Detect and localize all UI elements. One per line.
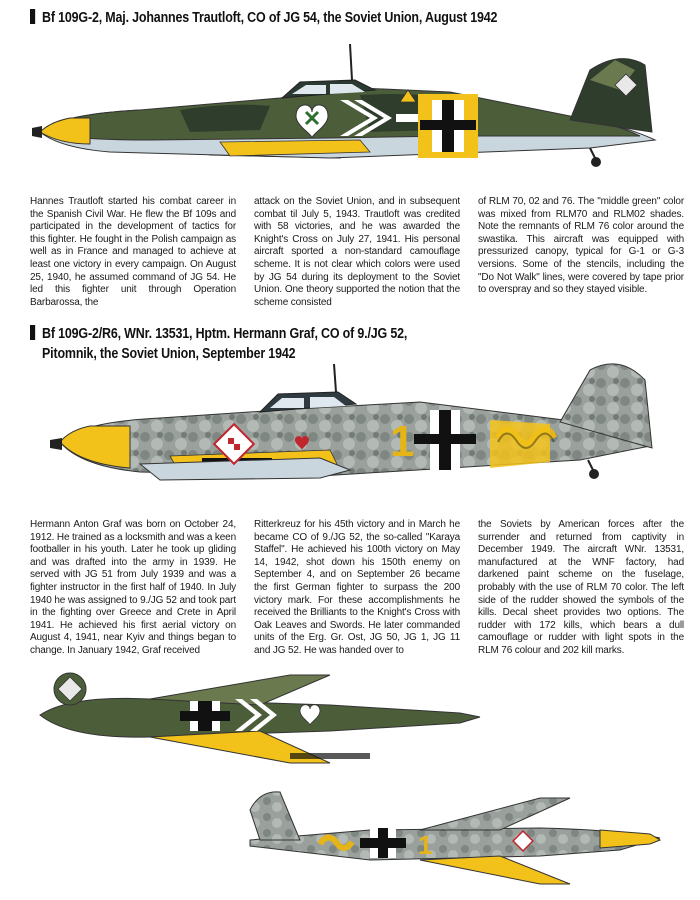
title-text: Bf 109G-2, Maj. Johannes Trautloft, CO of JG 54, the Soviet Union, August 1942: [42, 10, 498, 26]
title-marker: [30, 325, 35, 340]
graf-aircraft-profile: [20, 360, 670, 495]
section-title-trautloft: [30, 8, 497, 28]
title-marker: [30, 9, 35, 24]
graf-col-1: Hermann Anton Graf was born on October 24, 1912. He trained as a locksmith and was a keen footballer in his youth. Later he took up gliding and was drafted into the army in 1939. He served with JG 51 from July 1939 and was a fighter instructor in the first half of 1940. In July 1940 he was assigned to 9./JG 52 and took part in the fighting over Greece and Crete in April 1941. He achieved his first aerial victory on August 4, 1941, near Kyiv and things began to change. In January 1942, Graf received: [30, 519, 237, 656]
graf-top-view: [240, 780, 670, 890]
title-text-line1: Bf 109G-2/R6, WNr. 13531, Hptm. Hermann Graf, CO of 9./JG 52,: [42, 326, 408, 342]
trautloft-col-2: attack on the Soviet Union, and in subsequent combat til July 5, 1943. Trautloft was credited with 58 victories, and he was awarded the Knight's Cross on July 27, 1941. His personal aircraft sported a non-standard camouflage scheme. It is not clear which colors were used by JG 54 during its deployment to the Soviet Union. One theory supported the notion that the scheme consisted: [254, 196, 460, 308]
graf-col-2: Ritterkreuz for his 45th victory and in March he became CO of 9./JG 52, the so-called "Karaya Staffel". He achieved his 100th victory on May 14, 1942, shot down his 150th enemy on September 4, and on September 26 became the first German fighter to surpass the 200 victory mark. For these accomplishments he received the Brilliants to the Knight's Cross with Oak Leaves and Swords. He later commanded units of the Erg. Gr. Ost, JG 50, JG 1, JG 11 and JG 52. He was handed over to: [254, 519, 460, 656]
graf-text-columns: [30, 519, 684, 658]
trautloft-top-view: [30, 655, 490, 775]
trautloft-col-1: Hannes Trautloft started his combat career in the Spanish Civil War. He flew the Bf 109s and participated in the development of tactics for this fighter. He fought in the Polish campaign as well as in France and managed to achieve at least one victory in every campaign. On August 25, 1940, he assumed command of JG 54. He led this fighter unit through Operation Barbarossa, the: [30, 196, 236, 308]
aircraft-number-label: 1: [390, 417, 415, 466]
graf-col-3: the Soviets by American forces after the surrender and returned from captivity in December 1949. The aircraft WNr. 13531, manufactured at the WNF factory, had darkened paint scheme on the fuselage, probably with the use of RLM 70 color. The left side of the rudder showed the symbols of the kills. Decal sheet provides two options. The rudder with 172 kills, which bears a dull camouflage or rudder with light spots in the RLM 76 colour and 202 kill marks.: [478, 519, 684, 656]
aircraft-number-label-top: 1: [418, 830, 433, 860]
trautloft-text-columns: [30, 196, 684, 309]
trautloft-aircraft-profile: [30, 40, 670, 180]
title-text-line2: Pitomnik, the Soviet Union, September 1942: [42, 346, 296, 362]
section-title-graf: [30, 324, 407, 364]
trautloft-col-3: of RLM 70, 02 and 76. The "middle green" color was mixed from RLM70 and RLM02 shades. Note the remnants of RLM 76 color around the swastika. This aircraft was equipped with pressurized canopy, typical for G-1 or G-3 versions. Some of the stencils, including the "Do Not Walk" lines, were covered by tape prior to overspray and so they stayed visible.: [478, 196, 684, 296]
